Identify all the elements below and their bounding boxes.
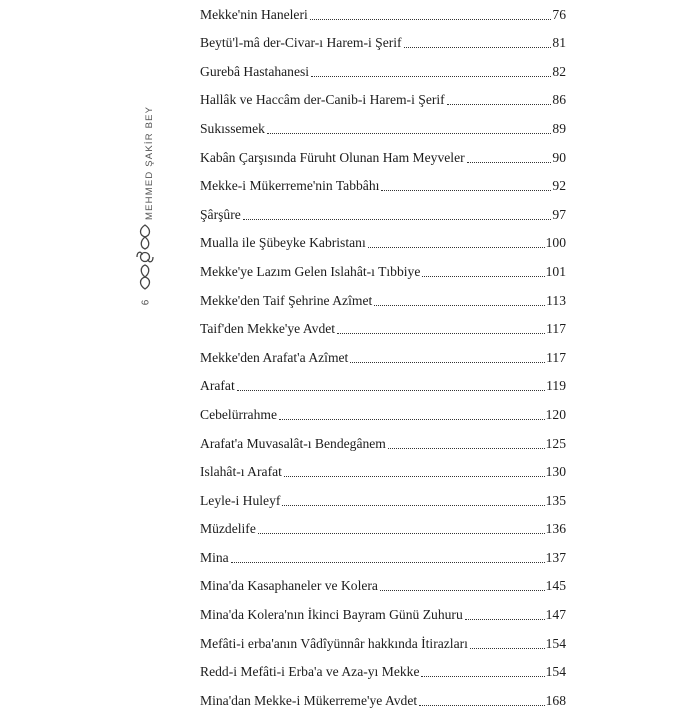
toc-entry (200, 594, 566, 623)
dot-leader (337, 332, 545, 334)
dot-leader (310, 18, 552, 20)
toc-entry-title: Mina'dan Mekke-i Mükerreme'ye Avdet (200, 692, 418, 708)
toc-entry-page: 154 (545, 664, 566, 680)
toc-entry-title: Mina'da Kolera'nın İkinci Bayram Günü Zuhuru (200, 607, 463, 623)
side-margin (130, 105, 158, 310)
dot-leader (421, 675, 544, 677)
toc-entry (200, 0, 566, 23)
toc-entry (200, 366, 566, 395)
toc-entry (200, 251, 566, 280)
toc-entry-title: Şârşûre (200, 206, 241, 222)
dot-leader (404, 46, 552, 48)
toc-entry-title: Mina (200, 549, 229, 565)
dot-leader (368, 246, 545, 248)
page-number: 6 (140, 299, 152, 306)
toc-entry-title: Leyle-i Huleyf (200, 492, 281, 508)
toc-entry-title: Mekke'nin Haneleri (200, 6, 308, 22)
dot-leader (467, 161, 552, 163)
toc-entry-page: 97 (552, 206, 566, 222)
toc-entry-title: Islahât-ı Arafat (200, 464, 282, 480)
dot-leader (311, 75, 551, 77)
toc-entry-page: 135 (545, 492, 566, 508)
dot-leader (447, 103, 552, 105)
toc-entry (200, 623, 566, 652)
toc-entry (200, 652, 566, 681)
toc-entry-title: Taif'den Mekke'ye Avdet (200, 321, 336, 337)
dot-leader (350, 361, 545, 363)
dot-leader (470, 647, 545, 649)
toc-entry-page: 92 (552, 178, 566, 194)
dot-leader (422, 275, 544, 277)
toc-entry-page: 82 (552, 63, 566, 79)
toc-entry-title: Mekke'ye Lazım Gelen Islahât-ı Tıbbiye (200, 263, 421, 279)
ornament-icon (134, 223, 156, 291)
toc-entry-title: Mualla ile Şübeyke Kabristanı (200, 235, 366, 251)
toc-entry-page: 145 (545, 578, 566, 594)
toc-entry (200, 137, 566, 166)
toc-entry-title: Cebelürrahme (200, 406, 277, 422)
toc-entry-page: 117 (546, 321, 566, 337)
toc-entry-title: Beytü'l-mâ der-Civar-ı Harem-i Şerif (200, 35, 402, 51)
toc-entry (200, 509, 566, 538)
toc-entry-page: 81 (552, 35, 566, 51)
toc-entry (200, 337, 566, 366)
toc-entry (200, 394, 566, 423)
toc-entry (200, 194, 566, 223)
toc-entry-page: 113 (546, 292, 566, 308)
dot-leader (380, 589, 545, 591)
toc-entry (200, 452, 566, 481)
dot-leader (237, 389, 545, 391)
toc-entry-page: 100 (545, 235, 566, 251)
toc-entry-title: Sukıssemek (200, 120, 265, 136)
toc-entry (200, 51, 566, 80)
toc-entry-title: Müzdelife (200, 521, 256, 537)
toc-entry-title: Mekke'den Arafat'a Azîmet (200, 349, 349, 365)
toc-entry (200, 480, 566, 509)
dot-leader (419, 704, 544, 706)
toc-entry (200, 537, 566, 566)
dot-leader (465, 618, 545, 620)
dot-leader (231, 561, 545, 563)
toc-entry-page: 168 (545, 692, 566, 708)
toc-entry-page: 90 (552, 149, 566, 165)
toc-entry (200, 223, 566, 252)
toc-entry (200, 280, 566, 309)
toc-entry-page: 136 (545, 521, 566, 537)
toc-entry-page: 86 (552, 92, 566, 108)
toc-entry-page: 120 (545, 406, 566, 422)
toc-entry-title: Mekke'den Taif Şehrine Azîmet (200, 292, 373, 308)
toc-entry-title: Arafat (200, 378, 235, 394)
toc-entry (200, 309, 566, 338)
toc-entry-title: Arafat'a Muvasalât-ı Bendegânem (200, 435, 386, 451)
dot-leader (388, 447, 545, 449)
toc-entry-page: 154 (545, 635, 566, 651)
toc-entry-title: Kabân Çarşısında Füruht Olunan Ham Meyveler (200, 149, 465, 165)
toc-entry (200, 80, 566, 109)
toc-entry (200, 680, 566, 709)
toc-entry-page: 130 (545, 464, 566, 480)
running-author-title: MEHMED ŞAKİR BEY (144, 105, 155, 220)
toc-entry (200, 108, 566, 137)
toc-entry-page: 147 (545, 607, 566, 623)
toc-entry-title: Mekke-i Mükerreme'nin Tabbâhı (200, 178, 380, 194)
toc-entry (200, 423, 566, 452)
toc-entry (200, 166, 566, 195)
toc-entry-page: 125 (545, 435, 566, 451)
toc-entry-title: Mefâti-i erba'anın Vâdîyünnâr hakkında İtirazları (200, 635, 468, 651)
toc-entry-page: 119 (546, 378, 566, 394)
dot-leader (284, 475, 545, 477)
dot-leader (267, 132, 551, 134)
dot-leader (258, 532, 545, 534)
toc-entry-title: Mina'da Kasaphaneler ve Kolera (200, 578, 378, 594)
toc-entry-title: Hallâk ve Haccâm der-Canib-i Harem-i Şerif (200, 92, 445, 108)
dot-leader (282, 504, 544, 506)
toc-entry-title: Gurebâ Hastahanesi (200, 63, 310, 79)
toc-entry-page: 117 (546, 349, 566, 365)
dot-leader (279, 418, 545, 420)
toc-entry-page: 101 (545, 263, 566, 279)
toc-entry-title: Redd-i Mefâti-i Erba'a ve Aza-yı Mekke (200, 664, 420, 680)
dot-leader (243, 218, 552, 220)
toc-entry-page: 89 (552, 120, 566, 136)
toc-entry-page: 76 (552, 6, 566, 22)
dot-leader (381, 189, 551, 191)
toc-entry (200, 566, 566, 595)
toc-entry (200, 23, 566, 52)
table-of-contents (200, 0, 566, 709)
dot-leader (374, 304, 545, 306)
toc-entry-page: 137 (545, 549, 566, 565)
